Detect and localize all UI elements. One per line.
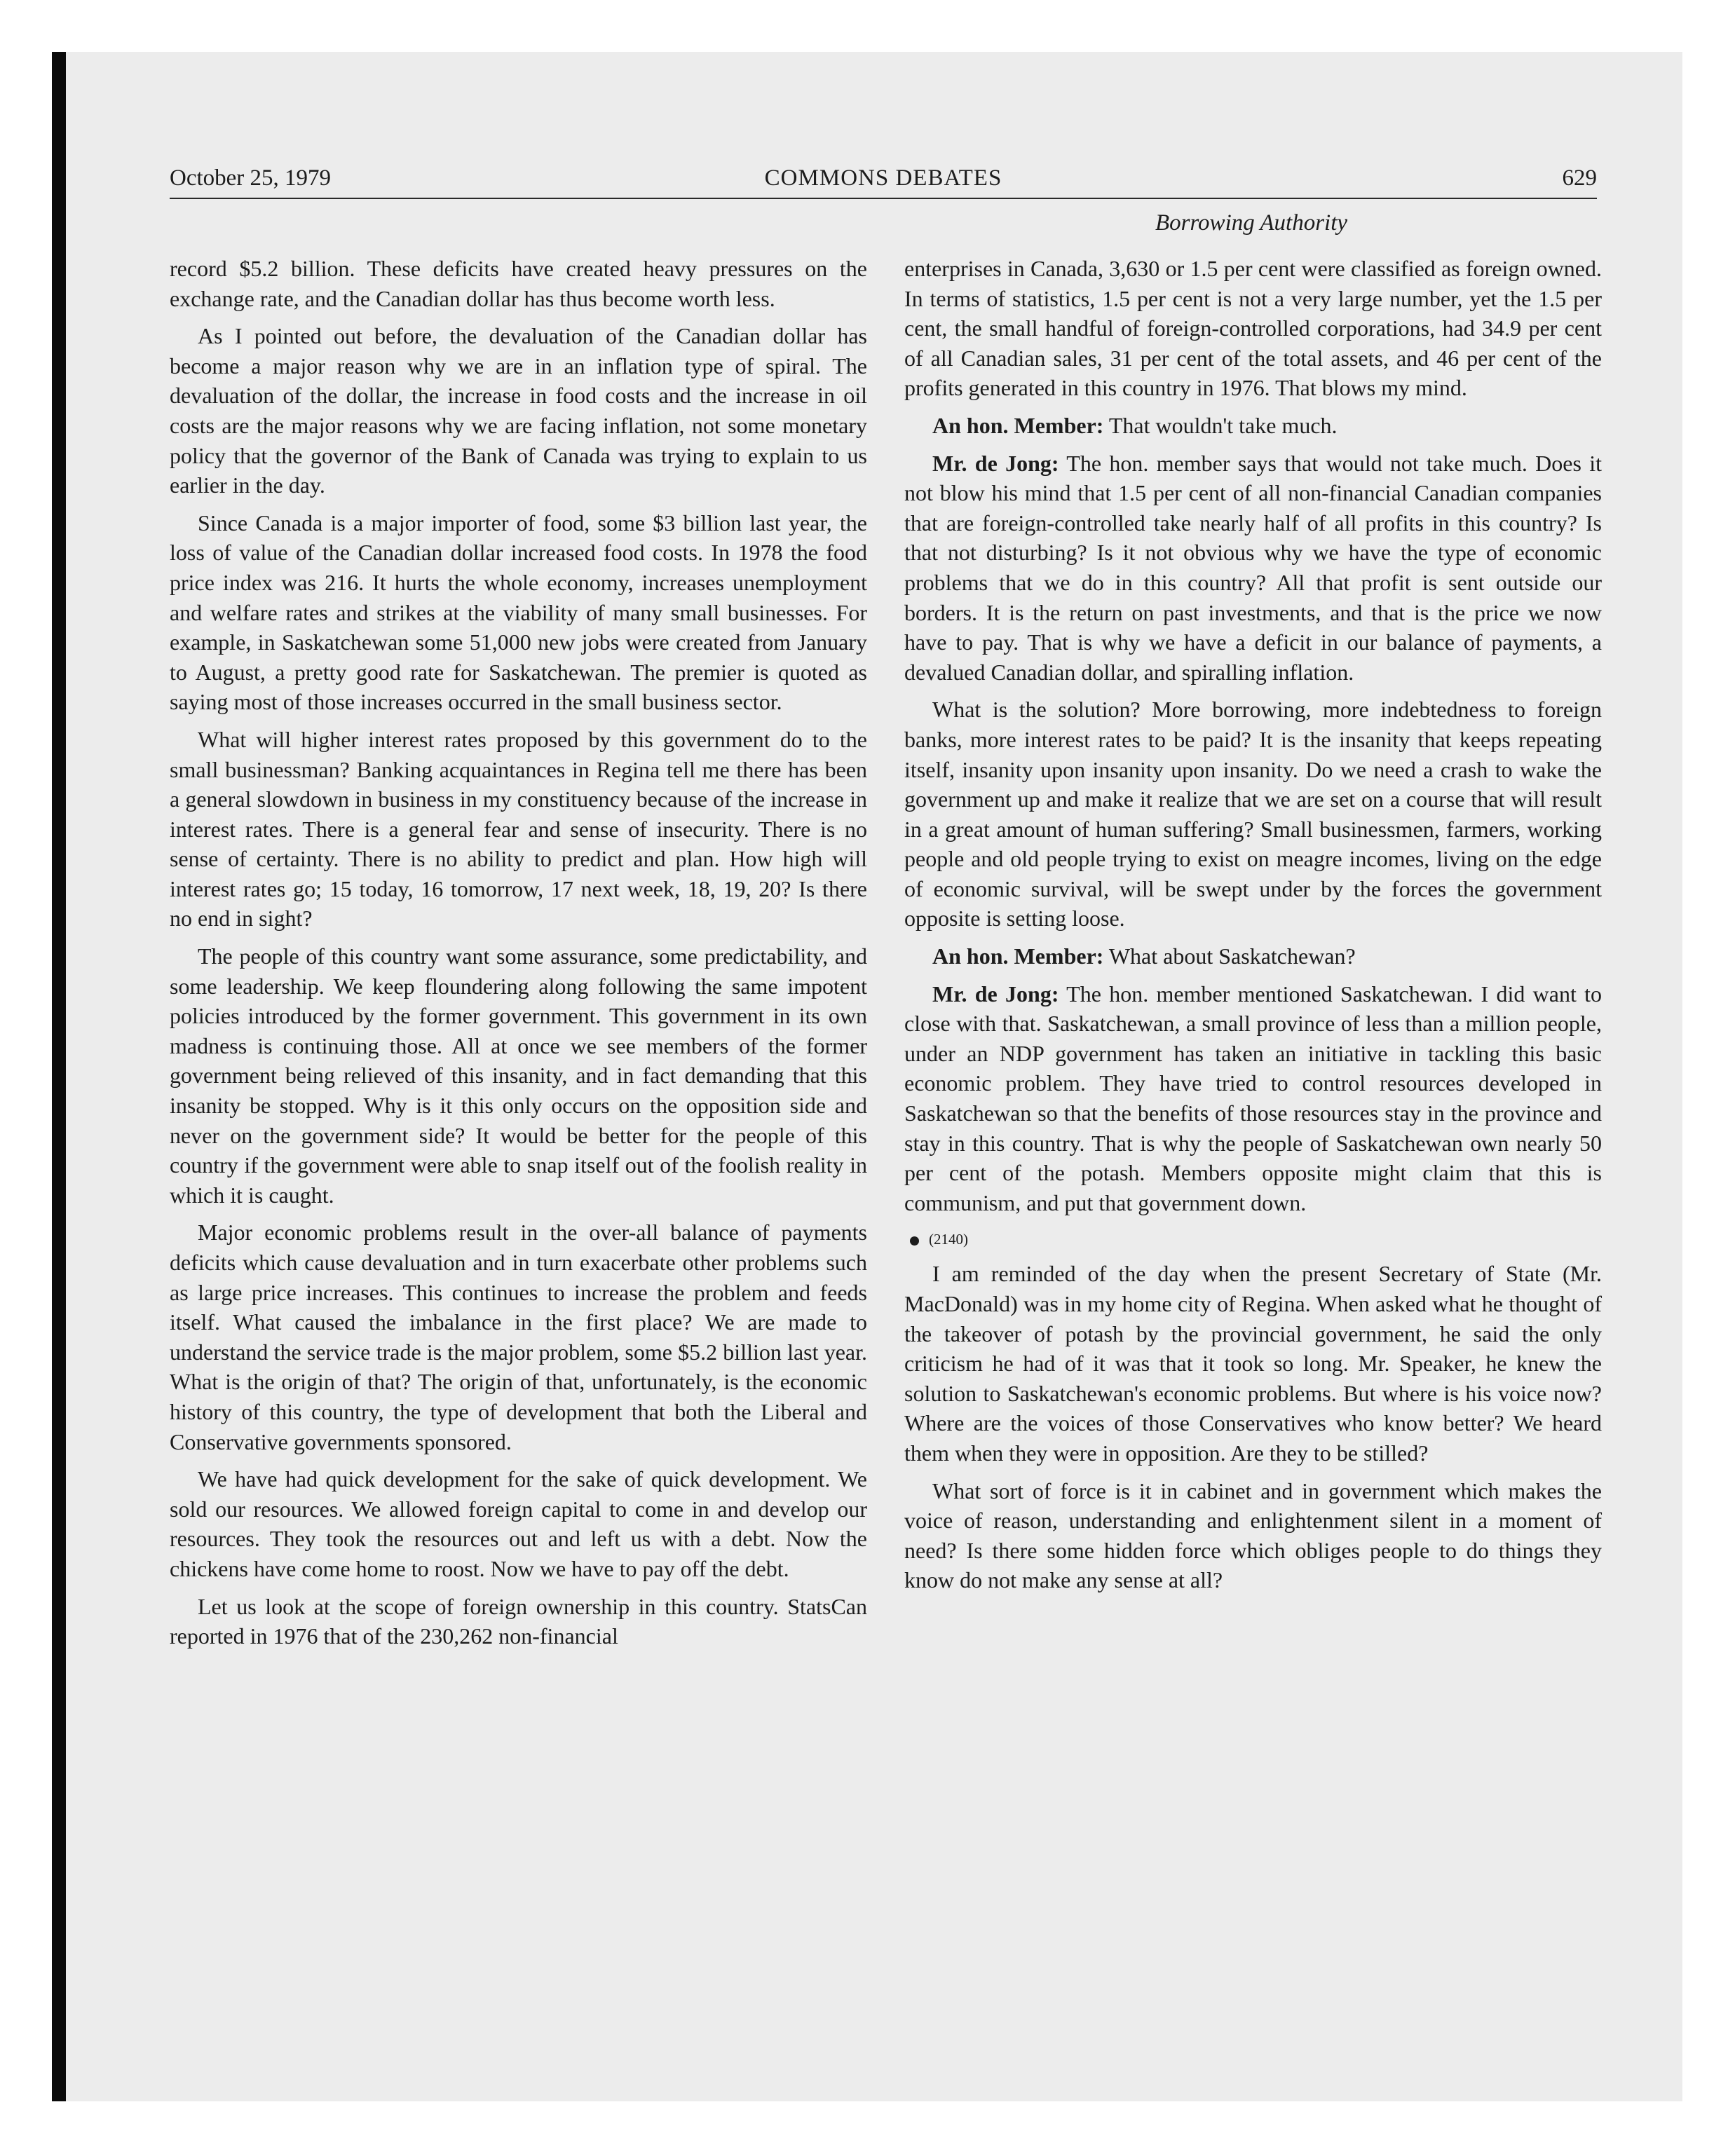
paragraph: What will higher interest rates proposed by this government do to the small businessman? Banking acquaintances in Regina tell me there has been a general slowdown in business in my constituency because of the increase in interest rates. There is a general fear and sense of insecurity. There is no sense of certainty. There is no ability to predict and plan. How high will interest rates go; 15 today, 16 tomorrow, 17 next week, 18, 19, 20? Is there no end in sight? [170, 726, 867, 932]
paragraph: Major economic problems result in the over-all balance of payments deficits which cause devaluation and in turn exacerbate other problems such as large price increases. This continues to increase the problem and feeds itself. What caused the imbalance in the first place? We are made to understand the service trade is the major problem, some $5.2 billion last year. What is the origin of that? The origin of that, unfortunately, is the economic history of this country, the type of development that both the Liberal and Conservative governments sponsored. [170, 1220, 867, 1454]
speech-paragraph [904, 411, 1602, 441]
speech-text: The hon. member mentioned Saskatchewan. I did want to close with that. Saskatchewan, a small province of less than a million people, under an NDP government has taken an initiative in tackling this basic economic problem. They have tried to control resources developed in Saskatchewan so that the benefits of those resources stay in the province and stay in this country. That is why the people of Saskatchewan own nearly 50 per cent of the potash. Members opposite might claim that this is communism, and put that government down. [904, 981, 1603, 1215]
speech-text: What about Saskatchewan? [1103, 943, 1356, 969]
paragraph: Since Canada is a major importer of food, some $3 billion last year, the loss of value of the Canadian dollar increased food costs. In 1978 the food price index was 216. It hurts the whole economy, increases unemployment and welfare rates and strikes at the viability of many small businesses. For example, in Saskatchewan some 51,000 new jobs were created from January to August, a pretty good rate for Saskatchewan. The premier is quoted as saying most of those increases occurred in the small business sector. [170, 510, 867, 715]
paragraph: I am reminded of the day when the present Secretary of State (Mr. MacDonald) was in my home city of Regina. When asked what he thought of the takeover of potash by the provincial government, he said the only criticism he had of it was that it took so long. Mr. Speaker, he knew the solution to Saskatchewan's economic problems. But where is his voice now? Where are the voices of those Conservatives who know better? We heard them when they were in opposition. Are they to be stilled? [904, 1261, 1602, 1466]
scan-edge [52, 52, 66, 2101]
speech-paragraph [904, 449, 1602, 688]
paragraph: record $5.2 billion. These deficits have created heavy pressures on the exchange rate, and the Canadian dollar has thus become worth less. [170, 256, 867, 311]
right-column [904, 254, 1602, 1603]
speech-paragraph [904, 979, 1602, 1218]
speaker-name: Mr. de Jong: [932, 981, 1059, 1007]
speaker-name: Mr. de Jong: [932, 450, 1059, 476]
paragraph: We have had quick development for the sake of quick development. We sold our resources. We allowed foreign capital to come in and develop our resources. They took the resources out and left us with a debt. Now the chickens have come home to roost. Now we have to pay off the debt. [170, 1466, 867, 1581]
paragraph: Let us look at the scope of foreign ownership in this country. StatsCan reported in 1976 that of the 230,262 non-financial [170, 1593, 867, 1649]
paragraph: What sort of force is it in cabinet and in government which makes the voice of reason, understanding and enlightenment silent in a moment of need? Is there some hidden force which obliges people to do things they know do not make any sense at all? [904, 1478, 1602, 1593]
header-page-number: 629 [1562, 165, 1597, 191]
paragraph: The people of this country want some assurance, some predictability, and some leadership. We keep floundering along following the same impotent policies introduced by the former government. This government in its own madness is continuing those. All at once we see members of the former government being relieved of this insanity, and in fact demanding that this insanity be stopped. Why is it this only occurs on the opposition side and never on the government side? It would be better for the people of this country if the government were able to snap itself out of the foolish reality in which it is caught. [170, 943, 867, 1208]
speaker-name: An hon. Member: [932, 412, 1104, 438]
paragraph: As I pointed out before, the devaluation of the Canadian dollar has become a major reason why we are in an inflation type of spiral. The devaluation of the dollar, the increase in food costs and the increase in oil costs are the major reasons why we are facing inflation, not some monetary policy that the governor of the Bank of Canada was trying to explain to us earlier in the day. [170, 323, 867, 498]
speech-text: That wouldn't take much. [1103, 412, 1338, 438]
page-header [170, 158, 1597, 199]
paragraph: What is the solution? More borrowing, more indebtedness to foreign banks, more interest rates to be paid? It is the insanity that keeps repeating itself, insanity upon insanity upon insanity. Do we need a crash to wake the government up and make it realize that we are set on a course that will result in a great amount of human suffering? Small businessmen, farmers, working people and old people trying to exist on meagre incomes, living on the edge of economic survival, will be swept under by the forces the government opposite is setting loose. [904, 697, 1602, 932]
header-journal-title: COMMONS DEBATES [764, 165, 1002, 191]
header-date: October 25, 1979 [170, 165, 332, 191]
running-head: Borrowing Authority [1155, 210, 1348, 236]
paragraph: enterprises in Canada, 3,630 or 1.5 per cent were classified as foreign owned. In terms of statistics, 1.5 per cent is not a very large number, yet the 1.5 per cent, the small handful of foreign-controlled corporations, had 34.9 per cent of all Canadian sales, 31 per cent of the total assets, and 46 per cent of the profits generated in this country in 1976. That blows my mind. [904, 256, 1602, 401]
timestamp-text: (2140) [929, 1231, 968, 1248]
speech-text: The hon. member says that would not take much. Does it not blow his mind that 1.5 per cent of all non-financial Canadian companies that are foreign-controlled take nearly half of all profits in this country? Is that not disturbing? Is it not obvious why we have the type of economic problems that we do in this country? All that profit is sent outside our borders. It is the return on past investments, and that is the price we now have to pay. That is why we have a deficit in our balance of payments, a devalued Canadian dollar, and spiralling inflation. [904, 450, 1603, 685]
left-column [170, 254, 867, 1659]
bullet-icon [910, 1236, 919, 1246]
speaker-name: An hon. Member: [932, 943, 1104, 969]
timestamp-marker [910, 1225, 1602, 1253]
speech-paragraph [904, 941, 1602, 971]
